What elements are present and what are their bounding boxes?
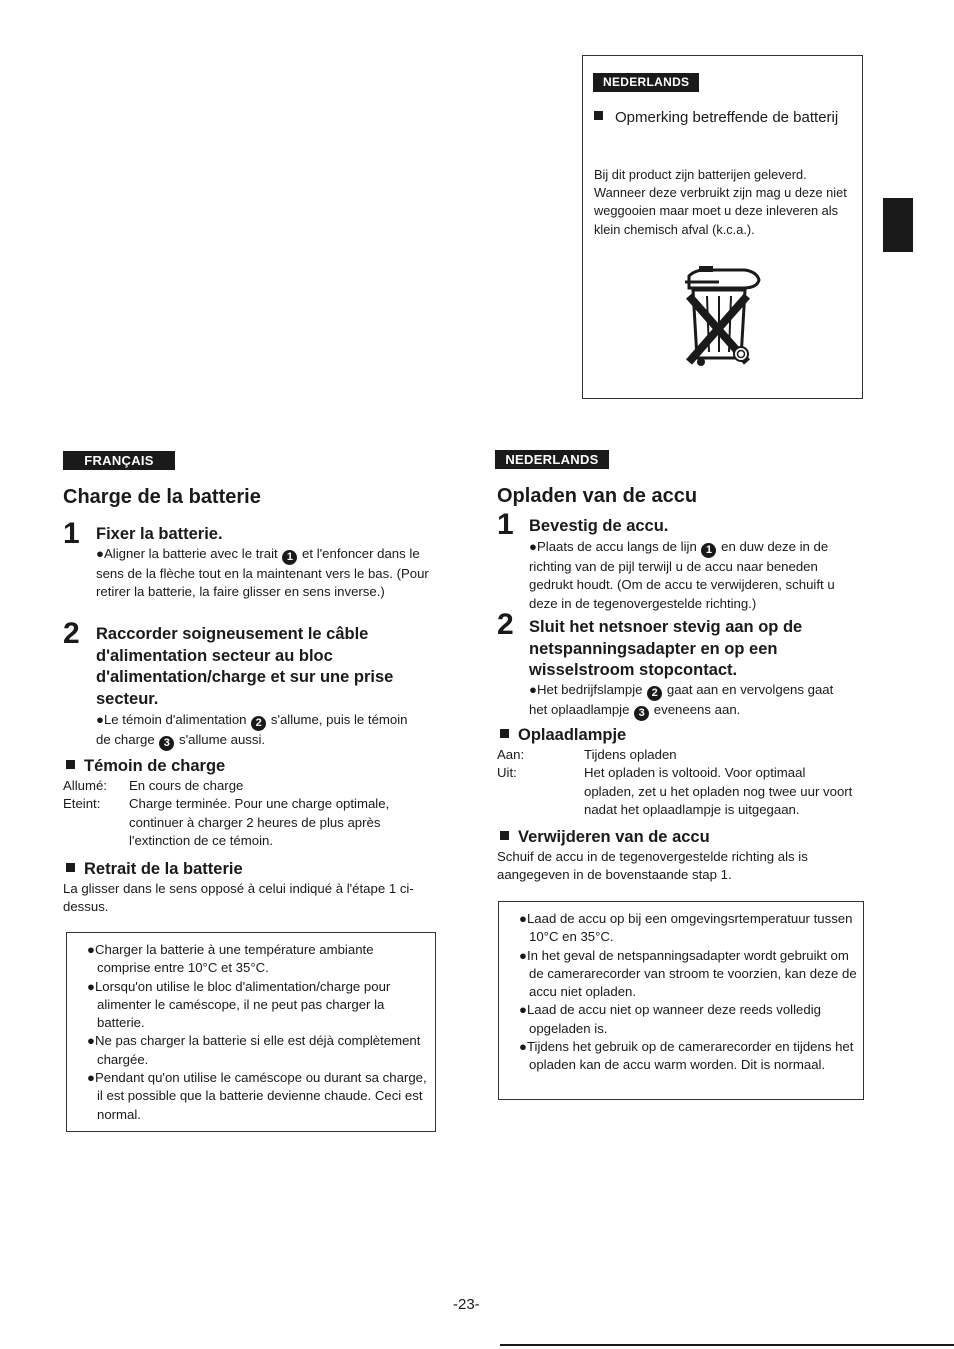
page-number: -23- (453, 1296, 480, 1313)
list-item: ●Charger la batterie à une température ambiante comprise entre 10°C et 35°C. (87, 942, 374, 976)
square-bullet-icon (66, 760, 75, 769)
definition-row: Aan: Tijdens opladen (497, 747, 677, 762)
fr-step1-text: ●Aligner la batterie avec le trait 1 et l'enfoncer dans le sens de la flèche tout en la maintenant vers le bas. (Pour retirer la batterie, la faire glisser en sens inverse.) (96, 546, 429, 600)
list-item: ●Lorsqu'on utilise le bloc d'alimentation/charge pour alimenter le caméscope, il ne peut pas charger la batterie. (87, 978, 391, 1031)
fr-temoin-table (63, 777, 423, 850)
nl-step2-number: 2 (497, 608, 514, 641)
nl-step2-text: ●Het bedrijfslampje 2 gaat aan en vervolgens gaat het oplaadlampje 3 eveneens aan. (529, 682, 834, 719)
fr-step2-text: ●Le témoin d'alimentation 2 s'allume, puis le témoin de charge 3 s'allume aussi. (96, 712, 408, 749)
fr-section-title: Charge de la batterie (63, 486, 261, 508)
marker-2-icon: 2 (251, 716, 266, 731)
bottom-rule (500, 1344, 954, 1346)
list-item: ●In het geval de netspanningsadapter wordt gebruikt om de camerarecorder van stroom te voorzien, kan deze de accu niet opladen. (519, 947, 857, 1000)
fr-notes-list (87, 941, 427, 1124)
list-item: ●Ne pas charger la batterie si elle est déjà complètement chargée. (87, 1033, 421, 1067)
list-item: ●Laad de accu op bij een omgevingsrtemperatuur tussen 10°C en 35°C. (519, 911, 853, 945)
nl-notes-list (519, 910, 861, 1075)
fr-temoin-heading: Témoin de charge (66, 756, 225, 776)
nl-verwijderen-text: Schuif de accu in de tegenovergestelde richting als is aangegeven in de bovenstaande stap 1. (497, 849, 808, 883)
box-text: Bij dit product zijn batterijen geleverd. Wanneer deze verbruikt zijn mag u deze niet weggooien maar moet u deze inleveren als klein chemisch afval (k.c.a.). (594, 167, 847, 237)
list-item: ●Tijdens het gebruik op de camerarecorder en tijdens het opladen kan de accu warm worden. Dit is normaal. (519, 1039, 854, 1073)
nl-step1-text: ●Plaats de accu langs de lijn 1 en duw deze in de richting van de pijl terwijl u de accu naar beneden gedrukt houdt. (Om de accu te verwijderen, schuift u deze in de tegenovergestelde richting.) (529, 539, 835, 611)
nl-section-title: Opladen van de accu (497, 485, 698, 507)
marker-2-icon: 2 (647, 686, 662, 701)
battery-disposal-box (582, 55, 863, 399)
language-tag-nl: NEDERLANDS (495, 450, 609, 469)
marker-3-icon: 3 (634, 706, 649, 721)
list-item: ●Pendant qu'on utilise le caméscope ou durant sa charge, il est possible que la batterie devienne chaude. Ceci est normal. (87, 1070, 427, 1122)
box-heading: Opmerking betreffende de batterij (594, 108, 844, 128)
fr-step2-title: Raccorder soigneusement le câble d'alimentation secteur au bloc d'alimentation/charge et sur une prise secteur. (96, 625, 394, 708)
language-tag: NEDERLANDS (593, 73, 699, 92)
nl-step1-number: 1 (497, 508, 514, 541)
marker-1-icon: 1 (282, 550, 297, 565)
definition-row: Uit: Het opladen is voltooid. Voor optimaal opladen, zet u het opladen nog twee uur voort nadat het oplaadlampje is uitgegaan. (497, 765, 853, 817)
fr-retrait-heading: Retrait de la batterie (66, 859, 243, 879)
square-bullet-icon (594, 111, 603, 120)
language-tag-fr: FRANÇAIS (63, 451, 175, 470)
nl-oplaadlampje-table (497, 746, 859, 819)
fr-notes-box (66, 932, 436, 1132)
nl-oplaadlampje-heading: Oplaadlampje (500, 725, 626, 745)
square-bullet-icon (500, 831, 509, 840)
marker-3-icon: 3 (159, 736, 174, 751)
definition-row: Eteint: Charge terminée. Pour une charge optimale, continuer à charger 2 heures de plus après l'extinction de ce témoin. (63, 796, 390, 848)
fr-step1-number: 1 (63, 517, 80, 550)
crossed-out-bin-icon (679, 266, 761, 372)
square-bullet-icon (66, 863, 75, 872)
nl-step2-title: Sluit het netsnoer stevig aan op de netspanningsadapter en op een wisselstroom stopcontact. (529, 618, 803, 679)
list-item: ●Laad de accu niet op wanneer deze reeds volledig opgeladen is. (519, 1002, 821, 1036)
fr-step2-number: 2 (63, 617, 80, 650)
nl-step1-title: Bevestig de accu. (529, 517, 669, 535)
fr-retrait-text: La glisser dans le sens opposé à celui indiqué à l'étape 1 ci-dessus. (63, 881, 414, 915)
section-tab-marker (883, 198, 913, 252)
marker-1-icon: 1 (701, 543, 716, 558)
nl-notes-box (498, 901, 864, 1100)
square-bullet-icon (500, 729, 509, 738)
nl-verwijderen-heading: Verwijderen van de accu (500, 827, 710, 847)
definition-row: Allumé: En cours de charge (63, 778, 244, 793)
fr-step1-title: Fixer la batterie. (96, 525, 223, 543)
